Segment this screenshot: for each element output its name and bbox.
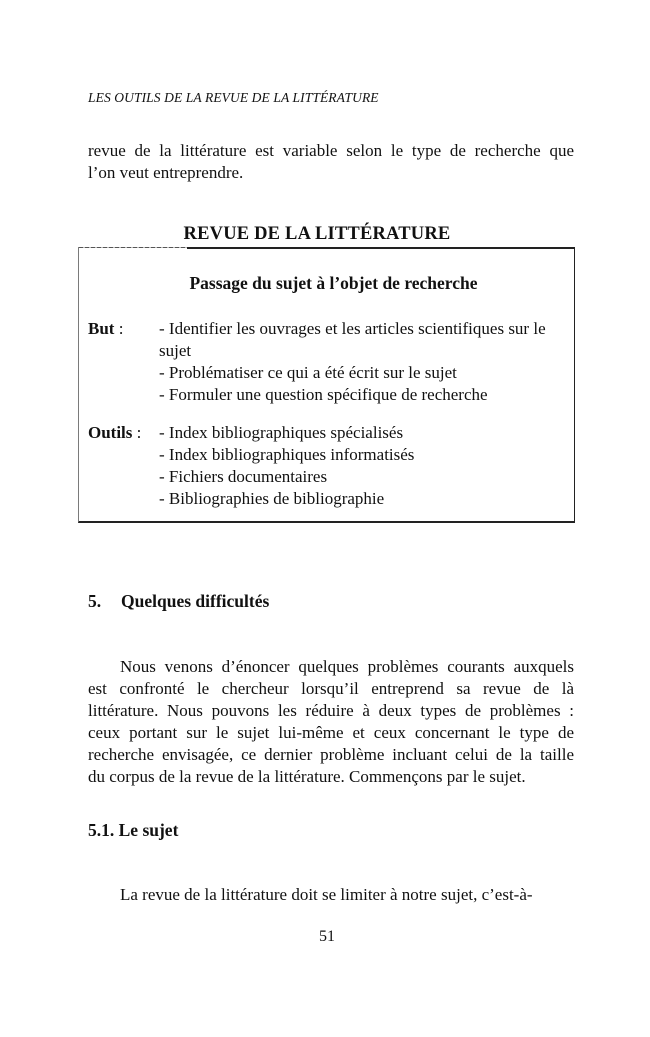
section-5-paragraph	[88, 656, 574, 788]
row-label: Outils :	[88, 423, 142, 442]
row-items	[159, 422, 568, 510]
list-item: - Formuler une question spécifique de recherche	[159, 385, 488, 404]
list-item: - Problématiser ce qui a été écrit sur le sujet	[159, 363, 457, 382]
running-header: LES OUTILS DE LA REVUE DE LA LITTÉRATURE	[88, 90, 379, 105]
paragraph-line: est confronté le chercheur lorsqu’il entreprend sa revue de là	[88, 679, 574, 698]
section-heading-5-1: 5.1. Le sujet	[88, 820, 179, 840]
list-item: sujet	[159, 341, 192, 360]
list-item: - Index bibliographiques informatisés	[159, 445, 415, 464]
section-5-1-paragraph	[88, 884, 574, 906]
section-heading-5: 5. Quelques difficultés	[88, 591, 270, 611]
intro-paragraph	[88, 140, 574, 184]
row-label: But :	[88, 319, 124, 338]
paragraph-line: ceux portant sur le sujet lui-même et ceux concernant le type de	[88, 723, 574, 742]
paragraph-line: La revue de la littérature doit se limiter à notre sujet, c’est-à-	[120, 885, 533, 904]
paragraph-line: du corpus de la revue de la littérature. Commençons par le sujet.	[88, 767, 526, 786]
row-items	[159, 318, 568, 406]
paragraph-line: l’on veut entreprendre.	[88, 163, 244, 182]
paragraph-line: recherche envisagée, ce dernier problème incluant celui de la taille	[88, 745, 574, 764]
page-number: 51	[319, 928, 335, 945]
box-top-border-faded	[79, 247, 187, 248]
list-item: - Identifier les ouvrages et les articles scientifiques sur le	[159, 319, 546, 338]
summary-box	[78, 247, 575, 523]
summary-box-title: REVUE DE LA LITTÉRATURE	[183, 224, 451, 244]
list-item: - Index bibliographiques spécialisés	[159, 423, 404, 442]
summary-box-subtitle: Passage du sujet à l’objet de recherche	[189, 273, 478, 293]
paragraph-line: Nous venons d’énoncer quelques problèmes courants auxquels	[120, 657, 574, 676]
paragraph-line: littérature. Nous pouvons les réduire à deux types de problèmes :	[88, 701, 574, 720]
list-item: - Fichiers documentaires	[159, 467, 328, 486]
paragraph-line: revue de la littérature est variable selon le type de recherche que	[88, 141, 574, 160]
box-top-border	[187, 247, 574, 249]
list-item: - Bibliographies de bibliographie	[159, 489, 385, 508]
